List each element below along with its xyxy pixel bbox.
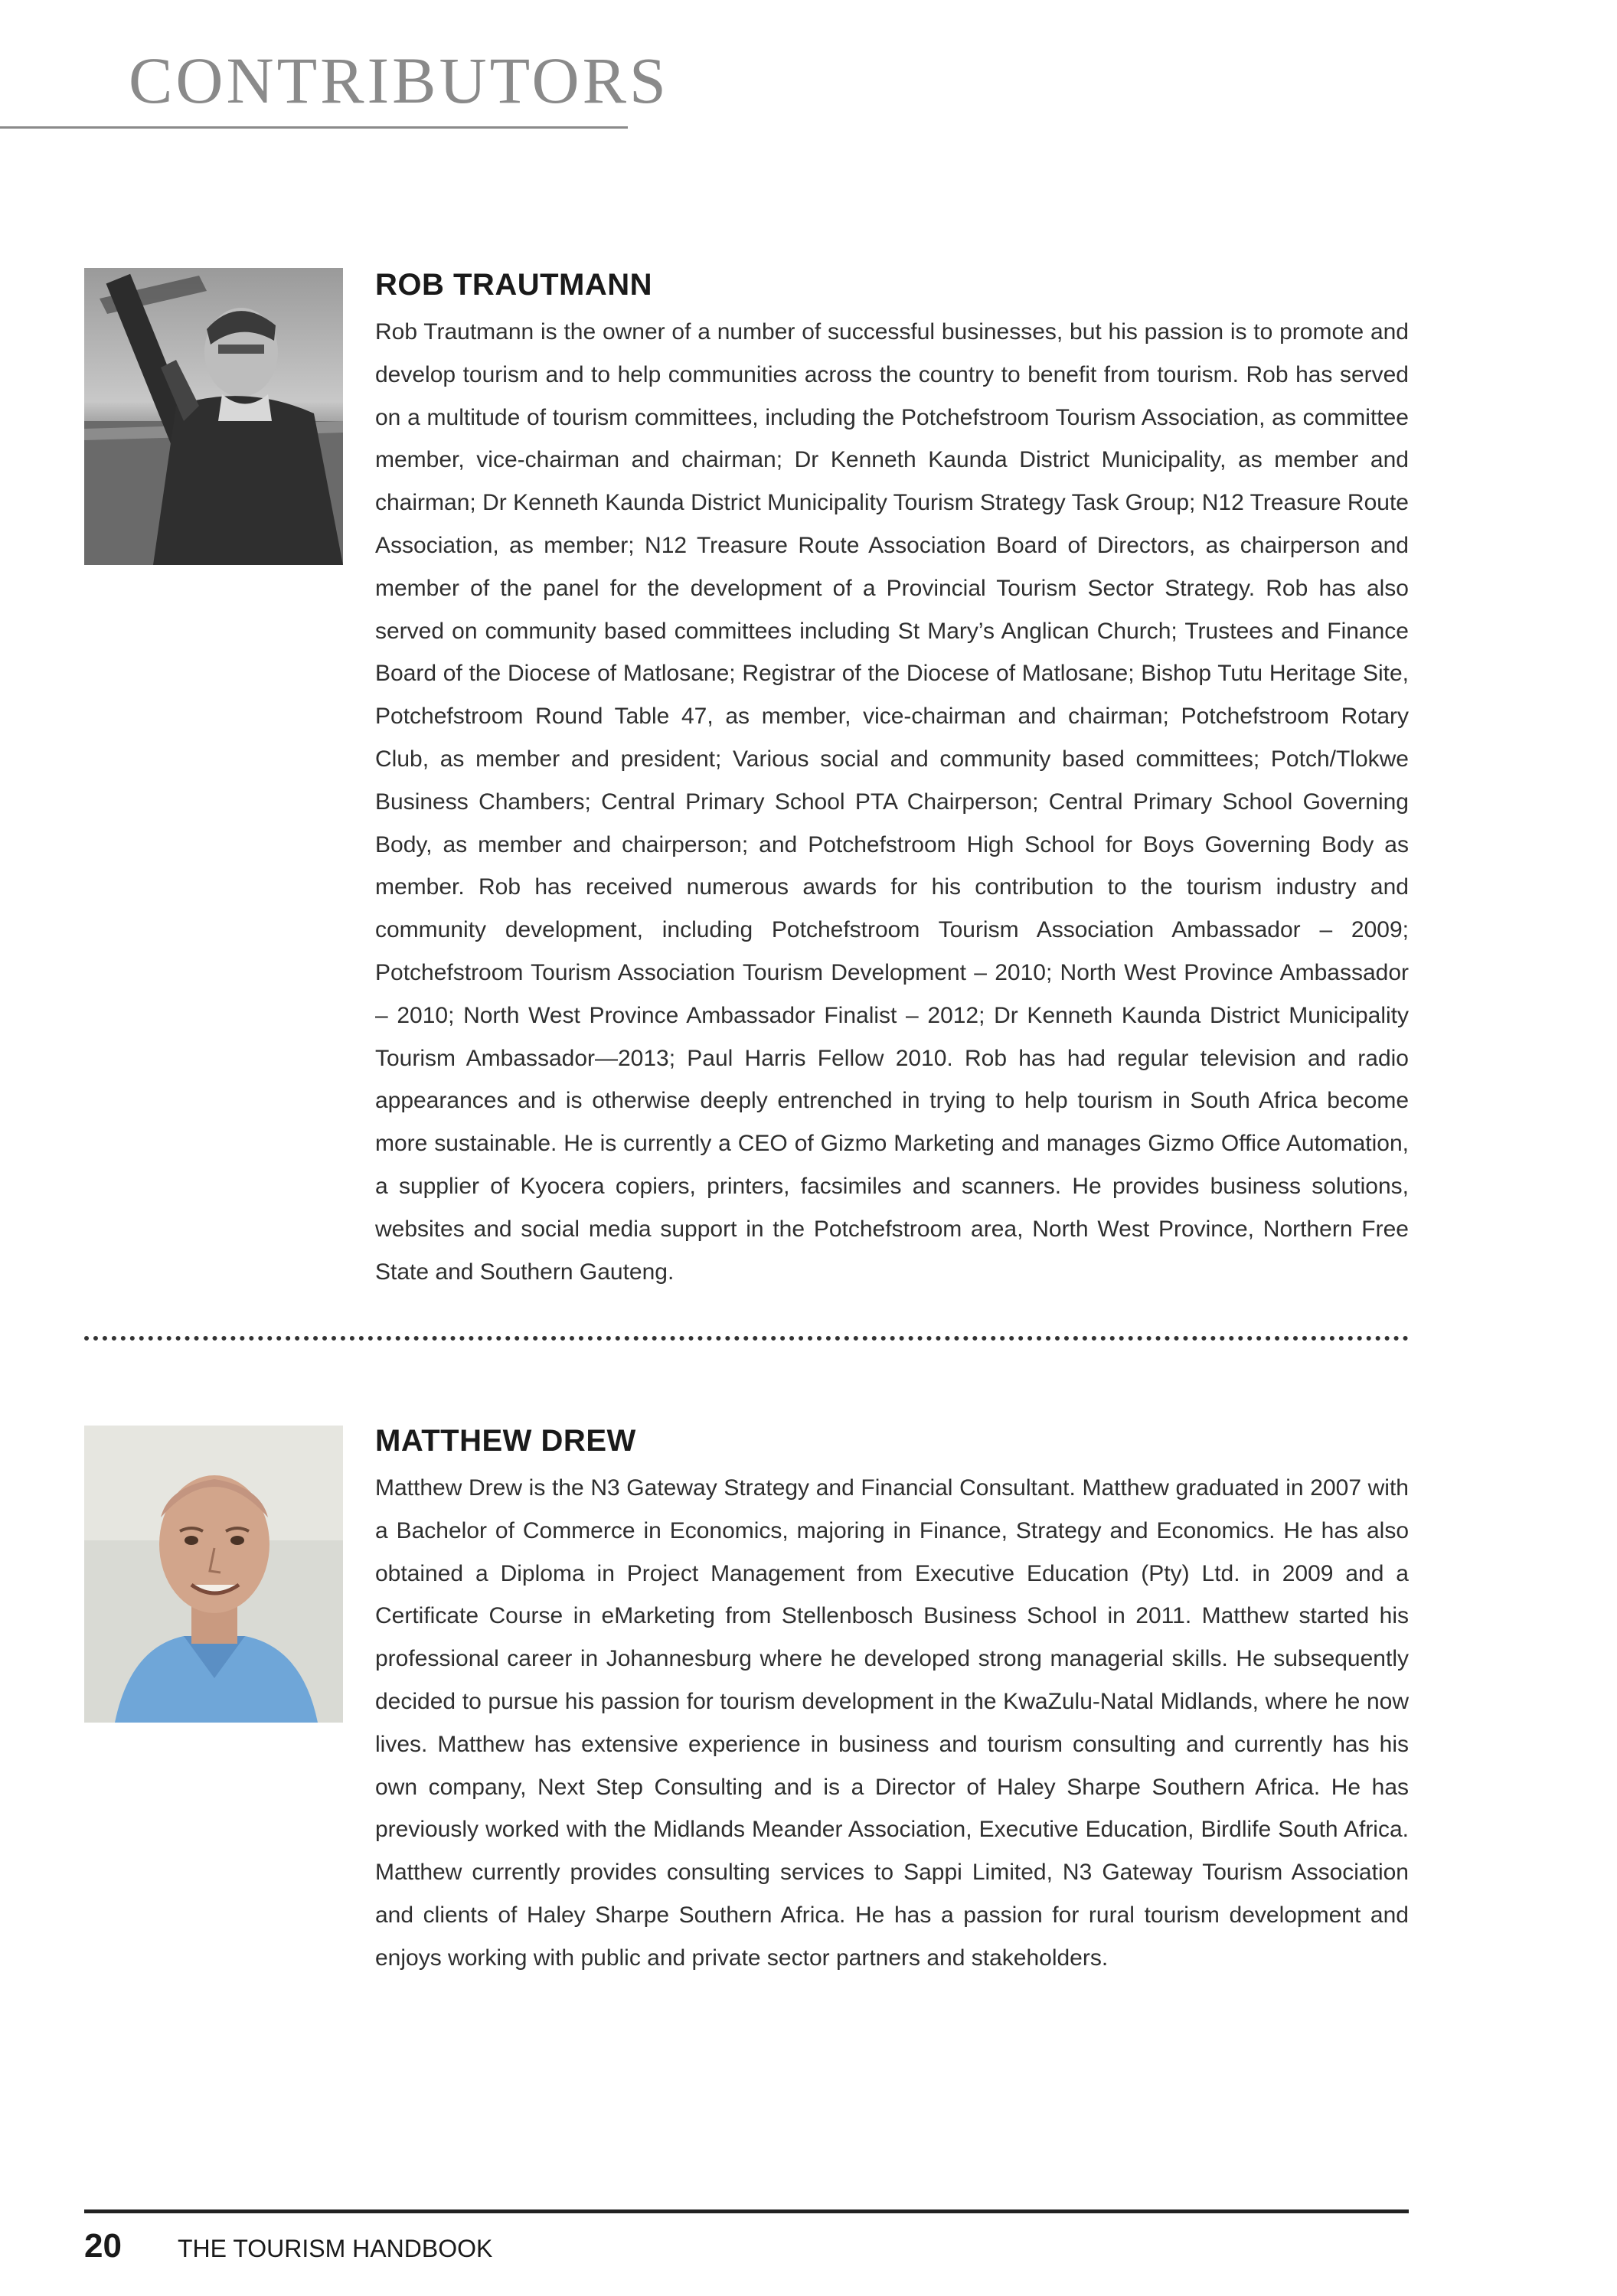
- contributor-bio: Matthew Drew is the N3 Gateway Strategy and Financial Consultant. Matthew graduated in 2007 with a Bachelor of Commerce in Economics, majoring in Finance, Strategy and Economics. He has also obtained a Diploma in Project Management from Executive Education (Pty) Ltd. in 2009 and a Certificate Course in eMarketing from Stellenbosch Business School in 2011. Matthew started his professional career in Johannesburg where he developed strong managerial skills. He subsequently decided to pursue his passion for tourism development in the KwaZulu-Natal Midlands, where he now lives. Matthew has extensive experience in business and tourism consulting and currently has his own company, Next Step Consulting and is a Director of Haley Sharpe Southern Africa. He has previously worked with the Midlands Meander Association, Executive Education, Birdlife South Africa. Matthew currently provides consulting services to Sappi Limited, N3 Gateway Tourism Association and clients of Haley Sharpe Southern Africa. He has a passion for rural tourism development and enjoys working with public and private sector partners and stakeholders.: [375, 1475, 1409, 1971]
- page-title: CONTRIBUTORS: [129, 44, 669, 117]
- contributor-name: ROB TRAUTMANN: [375, 268, 653, 302]
- section-divider: [84, 1336, 1409, 1341]
- page-number: 20: [84, 2227, 122, 2265]
- publication-title: THE TOURISM HANDBOOK: [178, 2235, 493, 2262]
- contributor-entry-rob-trautmann: [375, 269, 1409, 1293]
- contributor-photo-rob-trautmann: [84, 268, 343, 565]
- title-underline: [0, 126, 628, 129]
- contributor-entry-matthew-drew: [375, 1426, 1409, 1980]
- contributor-bio: Rob Trautmann is the owner of a number of successful businesses, but his passion is to promote and develop tourism and to help communities across the country to benefit from tourism. Rob has served on a multitude of tourism committees, including the Potchefstroom Tourism Association, as committee member, vice-chairman and chairman; Dr Kenneth Kaunda District Municipality, as member and chairman; Dr Kenneth Kaunda District Municipality Tourism Strategy Task Group; N12 Treasure Route Association, as member; N12 Treasure Route Association Board of Directors, as chairperson and member of the panel for the development of a Provincial Tourism Sector Strategy. Rob has also served on community based committees including St Mary’s Anglican Church; Trustees and Finance Board of the Diocese of Matlosane; Registrar of the Diocese of Matlosane; Bishop Tutu Heritage Site, Potchefstroom Round Table 47, as member, vice-chairman and chairman; Potchefstroom Rotary Club, as member and president; Various social and community based committees; Potch/Tlokwe Business Chambers; Central Primary School PTA Chairperson; Central Primary School Governing Body, as member and chairperson; and Potchefstroom High School for Boys Governing Body as member. Rob has received numerous awards for his contribution to the tourism industry and community development, including Potchefstroom Tourism Association Ambassador – 2009; Potchefstroom Tourism Association Tourism Development – 2010; North West Province Ambassador – 2010; North West Province Ambassador Finalist – 2012; Dr Kenneth Kaunda District Municipality Tourism Ambassador—2013; Paul Harris Fellow 2010. Rob has had regular television and radio appearances and is otherwise deeply entrenched in trying to help tourism in South Africa become more sustainable. He is currently a CEO of Gizmo Marketing and manages Gizmo Office Automation, a supplier of Kyocera copiers, printers, facsimiles and scanners. He provides business solutions, websites and social media support in the Potchefstroom area, North West Province, Northern Free State and Southern Gauteng.: [375, 319, 1409, 1285]
- contributor-name: MATTHEW DREW: [375, 1424, 636, 1458]
- contributor-photo-matthew-drew: [84, 1426, 343, 1723]
- footer-rule: [84, 2209, 1409, 2213]
